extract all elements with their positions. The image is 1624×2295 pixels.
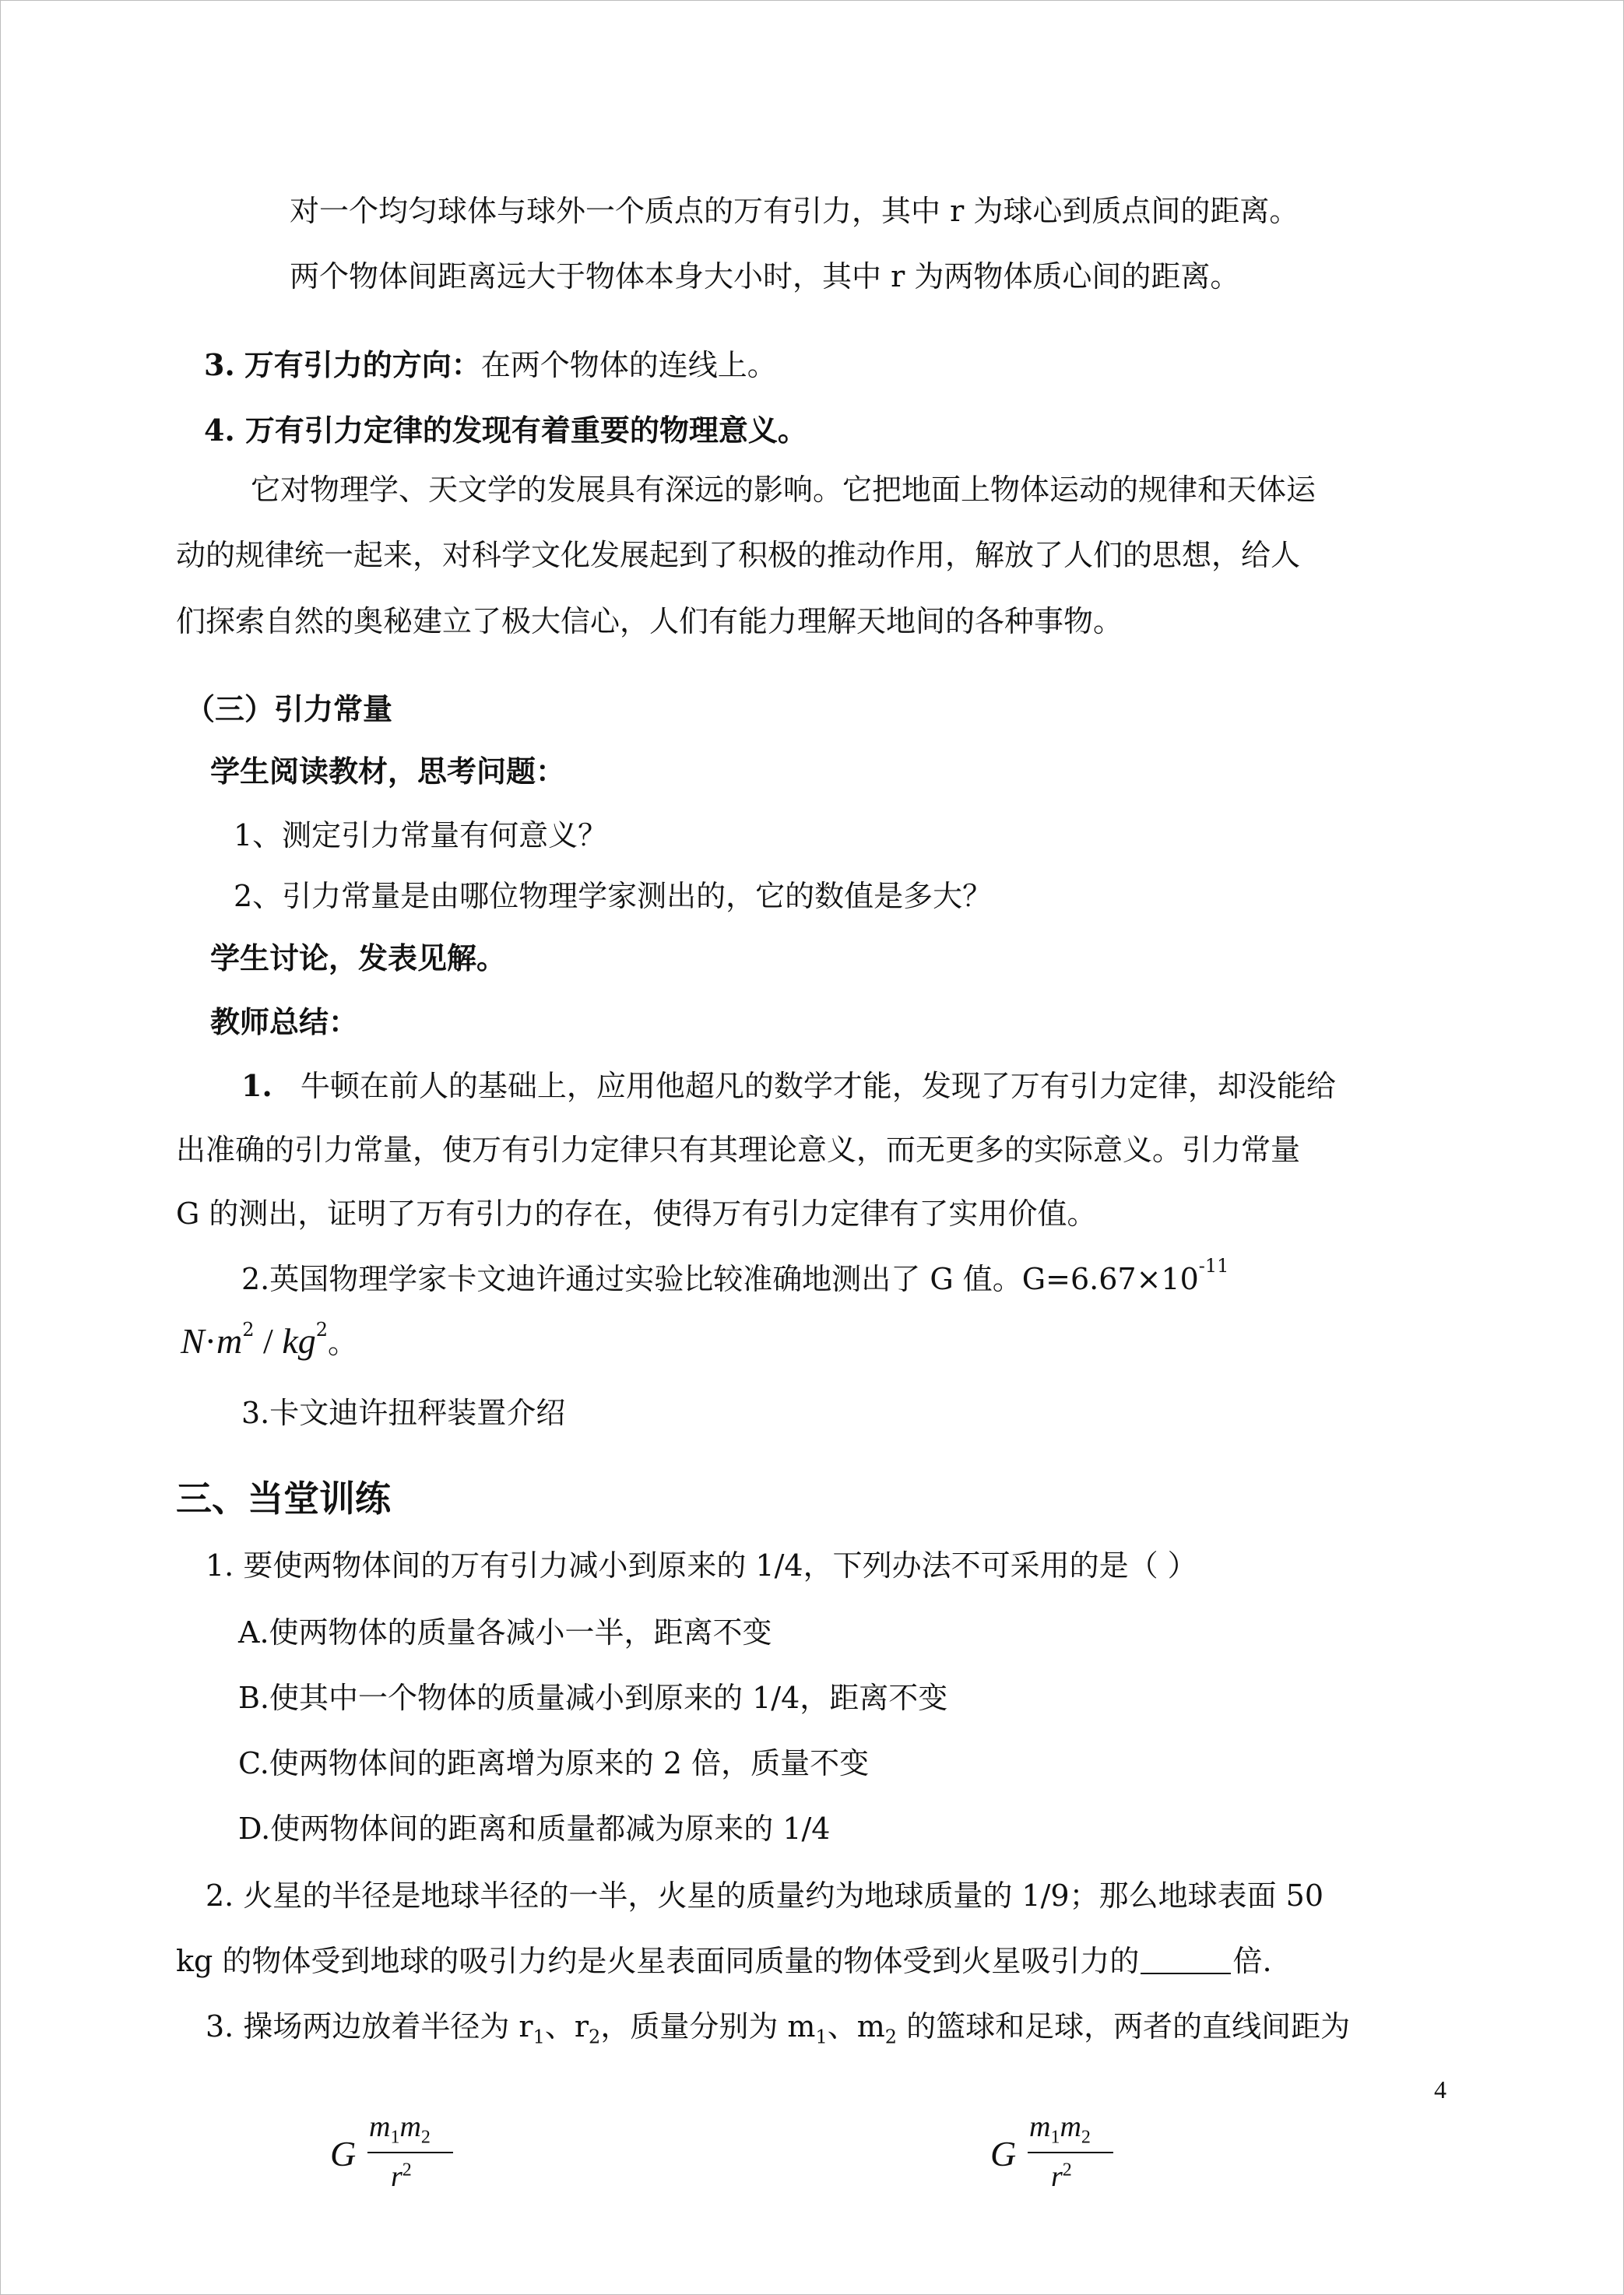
exercise-3-sub-3: 1: [815, 2026, 828, 2048]
exercise-1: 1. 要使两物体间的万有引力减小到原来的 1/4，下列办法不可采用的是（ ）: [206, 1548, 1197, 1583]
unit-end: 。: [328, 1326, 358, 1360]
item-3-number: 3.: [204, 347, 235, 382]
exercise-3-sub-4: 2: [884, 2026, 898, 2048]
formula-g: G: [330, 2134, 357, 2174]
unit-kg-square: 2: [315, 1319, 329, 1341]
item-3-text: 在两个物体的连线上。: [480, 348, 777, 382]
summary-2-exponent: -11: [1198, 1255, 1229, 1277]
exercise-2-end: 倍.: [1232, 1944, 1272, 1978]
summary-1: [241, 1068, 1336, 1104]
formula-denominator: $r^2$: [391, 2160, 412, 2193]
item-4-body-3: 们探索自然的奥秘建立了极大信心，人们有能力理解天地间的各种事物。: [176, 604, 1123, 638]
summary-2: [241, 1255, 1229, 1297]
exercise-3-text-e: 的篮球和足球，两者的直线间距为: [897, 2009, 1351, 2044]
exercise-2: 2. 火星的半径是地球半径的一半，火星的质量约为地球质量的 1/9；那么地球表面 50: [206, 1879, 1324, 1913]
summary-1-line-3: G 的测出，证明了万有引力的存在，使得万有引力定律有了实用价值。: [176, 1197, 1097, 1231]
unit-dot: ·: [204, 1321, 217, 1361]
exercise-3-text-b: 、r: [544, 2009, 589, 2044]
question-1: 1、测定引力常量有何意义？: [234, 818, 608, 852]
formula-denominator: $r^2$: [1051, 2160, 1072, 2193]
page-number: 4: [1434, 2075, 1446, 2103]
g-unit: [181, 1319, 358, 1361]
formula-numerator: $m_1m_2$: [1029, 2110, 1091, 2148]
summary-1-number: 1.: [241, 1068, 272, 1103]
unit-slash: /: [263, 1321, 273, 1361]
exercise-3-text-a: 3. 操场两边放着半径为 r: [206, 2009, 533, 2044]
gravitation-formula-left: [330, 2110, 470, 2211]
heading-in-class-training: 三、当堂训练: [176, 1478, 391, 1520]
exercise-3-sub-2: 2: [589, 2026, 601, 2048]
unit-m: m: [216, 1321, 243, 1361]
fraction-bar: [367, 2152, 453, 2153]
unit-m-square: 2: [242, 1319, 255, 1341]
item-4-title: 万有引力定律的发现有着重要的物理意义。: [244, 413, 807, 448]
student-reading: 学生阅读教材，思考问题：: [210, 754, 566, 789]
item-3: [204, 347, 777, 383]
fraction-bar: [1028, 2152, 1113, 2153]
unit-kg: kg: [282, 1321, 316, 1361]
exercise-1-option-a: A.使两物体的质量各减小一半，距离不变: [238, 1615, 772, 1650]
summary-3: 3.卡文迪许扭秤装置介绍: [241, 1396, 566, 1430]
formula-g: G: [990, 2134, 1017, 2174]
item-4-body-2: 动的规律统一起来，对科学文化发展起到了积极的推动作用，解放了人们的思想，给人: [176, 538, 1301, 572]
summary-1-text: 牛顿在前人的基础上，应用他超凡的数学才能，发现了万有引力定律，却没能给: [300, 1069, 1336, 1103]
exercise-1-option-c: C.使两物体间的距离增为原来的 2 倍，质量不变: [238, 1746, 870, 1780]
item-4-number: 4.: [204, 413, 235, 448]
item-3-title: 万有引力的方向：: [244, 347, 481, 382]
formula-numerator: $m_1m_2$: [369, 2110, 431, 2148]
unit-n: N: [181, 1321, 205, 1361]
exercise-2-text: kg 的物体受到地球的吸引力约是火星表面同质量的物体受到火星吸引力的: [176, 1944, 1140, 1978]
text-line-2: 两个物体间距离远大于物体本身大小时，其中 r 为两物体质心间的距离。: [290, 259, 1240, 293]
summary-2-text: 2.英国物理学家卡文迪许通过实验比较准确地测出了 G 值。G=6.67×10: [241, 1262, 1199, 1296]
exercise-3-text-c: ，质量分别为 m: [600, 2009, 816, 2044]
text-line-1: 对一个均匀球体与球外一个质点的万有引力，其中 r 为球心到质点间的距离。: [290, 194, 1299, 228]
item-4-body-1: 它对物理学、天文学的发展具有深远的影响。它把地面上物体运动的规律和天体运: [251, 473, 1316, 507]
section-3-title: （三）引力常量: [185, 691, 393, 726]
exercise-1-option-d: D.使两物体间的距离和质量都减为原来的 1/4: [238, 1812, 831, 1846]
item-4: [204, 413, 807, 448]
student-discussion: 学生讨论，发表见解。: [210, 940, 507, 975]
exercise-3: [206, 2009, 1350, 2055]
summary-1-line-2: 出准确的引力常量，使万有引力定律只有其理论意义，而无更多的实际意义。引力常量: [176, 1133, 1301, 1167]
exercise-1-option-b: B.使其中一个物体的质量减小到原来的 1/4，距离不变: [238, 1681, 948, 1715]
gravitation-formula-right: [990, 2110, 1130, 2211]
exercise-2-line-2: [176, 1943, 1272, 1979]
question-2: 2、引力常量是由哪位物理学家测出的，它的数值是多大？: [234, 879, 993, 913]
exercise-3-text-d: 、m: [827, 2009, 885, 2044]
exercise-3-sub-1: 1: [533, 2026, 545, 2048]
teacher-summary: 教师总结：: [210, 1004, 359, 1039]
answer-blank[interactable]: [1141, 1949, 1231, 1974]
